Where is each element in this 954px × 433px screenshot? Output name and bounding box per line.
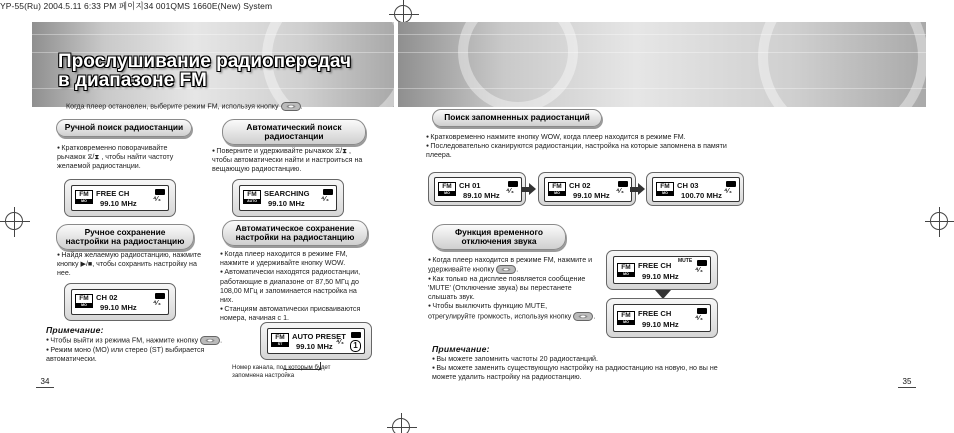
- registration-mark-icon: [394, 5, 412, 23]
- battery-icon: [697, 308, 707, 314]
- fm-icon: FM MO: [75, 294, 93, 308]
- display-frequency: 100.70 MHz: [681, 191, 722, 200]
- fm-icon: FM MO: [438, 182, 456, 196]
- registration-mark-icon: [392, 418, 410, 433]
- display-frequency: 99.10 MHz: [268, 199, 305, 208]
- channel-callout: Номер канала, под которым будет запомнена настройка: [232, 364, 331, 379]
- list-item: ● Когда плеер находится в режиме FM, нажмите и удерживайте кнопку WOW.: [220, 250, 370, 268]
- battery-icon: [323, 189, 333, 195]
- page-title-line-2: в диапазоне FM: [58, 70, 207, 91]
- note-heading: Примечание:: [432, 344, 490, 354]
- list-item: ● Как только на дисплее появляется сообщение 'MUTE' (Отключение звука) вы перестанете слышать звук.: [428, 275, 596, 303]
- mute-heading: Функция временного отключения звука: [432, 224, 566, 250]
- manual-save-display: [64, 283, 176, 321]
- list-item: ● Вы можете заменить существующую настройку на радиостанцию на новую, но вы не можете удалить настройку на радиостанцию.: [432, 364, 732, 382]
- mode-button-icon: [281, 102, 301, 111]
- list-item: ● Автоматически находятся радиостанции, работающие в диапазоне от 87,50 МГц до 108,00 МГц и запоминается настройка на них.: [220, 268, 370, 305]
- battery-icon: [618, 181, 628, 187]
- display-line-1: CH 02: [569, 181, 591, 190]
- battery-icon: [155, 293, 165, 299]
- auto-save-heading: Автоматическое сохранение настройки на радиостанцию: [222, 220, 368, 246]
- fm-icon: FM ST: [271, 333, 289, 347]
- battery-icon: [508, 181, 518, 187]
- battery-icon: [697, 260, 707, 266]
- mute-display-off: [606, 298, 718, 338]
- signal-icon: ⁴⁄₄: [321, 196, 329, 203]
- memory-display-1: [428, 172, 526, 206]
- display-line-1: FREE CH: [638, 261, 672, 270]
- volume-button-icon: [573, 312, 593, 321]
- note-heading: Примечание:: [46, 325, 104, 335]
- signal-icon: ⁴⁄₄: [695, 267, 703, 274]
- fm-icon: FM MO: [617, 263, 635, 277]
- display-line-1: SEARCHING: [264, 189, 310, 198]
- signal-icon: ⁴⁄₄: [153, 196, 161, 203]
- print-header: YP-55(Ru) 2004.5.11 6:33 PM 페이지34 001QMS 1660E(New) System: [0, 1, 273, 11]
- signal-icon: ⁴⁄₄: [616, 188, 624, 195]
- wow-button-icon: [496, 265, 516, 274]
- fm-icon: FM MO: [617, 311, 635, 325]
- intro-line: Когда плеер остановлен, выберите режим FM, используя кнопку: [66, 102, 279, 111]
- battery-icon: [155, 189, 165, 195]
- intro-text: Когда плеер остановлен, выберите режим FM, используя кнопку .: [66, 102, 303, 111]
- display-line-1: CH 01: [459, 181, 481, 190]
- mute-list: [428, 256, 596, 321]
- channel-number: 1: [350, 340, 361, 352]
- auto-search-text: ● Поверните и удерживайте рычажок ⧖/⧗ , чтобы автоматически найти и настроиться на вещающую радиостанцию.: [212, 147, 372, 175]
- list-item: ● Станциям автоматически присваиваются номера, начиная с 1.: [220, 305, 370, 323]
- manual-search-display: [64, 179, 176, 217]
- list-item: ● Последовательно сканируются радиостанции, настройка на которые запомнена в памяти плеера.: [426, 142, 736, 160]
- mode-button-icon: [200, 336, 220, 345]
- display-frequency: 99.10 MHz: [100, 303, 137, 312]
- page-title: [58, 52, 351, 90]
- manual-save-heading: Ручное сохранение настройки на радиостанцию: [56, 224, 194, 250]
- arrow-right-icon: [521, 183, 539, 195]
- page-number: 34: [36, 377, 54, 388]
- display-line-1: FREE CH: [638, 309, 672, 318]
- manual-save-text: ● Найдя желаемую радиостанцию, нажмите кнопку ▶/■, чтобы сохранить настройку на нее.: [57, 251, 205, 279]
- list-item: ● Чтобы выйти из режима FM, нажмите кнопку .: [46, 336, 226, 346]
- list-item: ● Когда плеер находится в режиме FM, нажмите и удерживайте кнопку .: [428, 256, 596, 275]
- note-list: [432, 355, 732, 383]
- list-item: ● Чтобы выключить функцию MUTE, отрегулируйте громкость, используя кнопку .: [428, 302, 596, 321]
- memory-display-2: [538, 172, 636, 206]
- list-item: ● Режим моно (МО) или стерео (ST) выбирается автоматически.: [46, 346, 226, 364]
- display-line-1: CH 02: [96, 293, 118, 302]
- display-line-1: FREE CH: [96, 189, 130, 198]
- auto-search-display: [232, 179, 344, 217]
- display-frequency: 99.10 MHz: [642, 272, 679, 281]
- signal-icon: ⁴⁄₄: [724, 188, 732, 195]
- display-line-1: CH 03: [677, 181, 699, 190]
- right-title-banner: [398, 22, 926, 107]
- display-frequency: 99.10 MHz: [100, 199, 137, 208]
- auto-save-list: [220, 250, 370, 324]
- display-frequency: 99.10 MHz: [642, 320, 679, 329]
- memory-search-heading: Поиск запомненных радиостанций: [432, 109, 602, 127]
- display-frequency: 99.10 MHz: [296, 342, 333, 351]
- signal-icon: ⁴⁄₄: [336, 339, 344, 346]
- page-title-line-1: Прослушивание радиопередач: [58, 51, 352, 72]
- mute-display-on: [606, 250, 718, 290]
- signal-icon: ⁴⁄₄: [506, 188, 514, 195]
- memory-search-list: [426, 133, 736, 161]
- manual-search-text: ● Кратковременно поворачивайте рычажок ⧖/⧗ , чтобы найти частоту желаемой радиостанции.: [57, 144, 197, 172]
- display-line-1: AUTO PRESET: [292, 332, 346, 341]
- list-item: ● Вы можете запомнить частоты 20 радиостанций.: [432, 355, 732, 364]
- signal-icon: ⁴⁄₄: [695, 315, 703, 322]
- fm-icon: FM AUTO: [243, 190, 261, 204]
- display-frequency: 99.10 MHz: [573, 191, 610, 200]
- fm-icon: FM MO: [656, 182, 674, 196]
- note-list: [46, 336, 226, 364]
- memory-display-3: [646, 172, 744, 206]
- manual-search-heading: Ручной поиск радиостанции: [56, 119, 192, 137]
- list-item: ● Кратковременно нажмите кнопку WOW, когда плеер находится в режиме FM.: [426, 133, 736, 142]
- display-frequency: 89.10 MHz: [463, 191, 500, 200]
- auto-save-display: [260, 322, 372, 360]
- signal-icon: ⁴⁄₄: [153, 300, 161, 307]
- battery-icon: [726, 181, 736, 187]
- fm-icon: FM MO: [75, 190, 93, 204]
- fm-icon: FM MO: [548, 182, 566, 196]
- page-number: 35: [898, 377, 916, 388]
- auto-search-heading: Автоматический поиск радиостанции: [222, 119, 366, 145]
- battery-icon: [351, 332, 361, 338]
- mute-indicator: MUTE: [678, 258, 693, 264]
- registration-mark-icon: [930, 212, 948, 230]
- registration-mark-icon: [5, 212, 23, 230]
